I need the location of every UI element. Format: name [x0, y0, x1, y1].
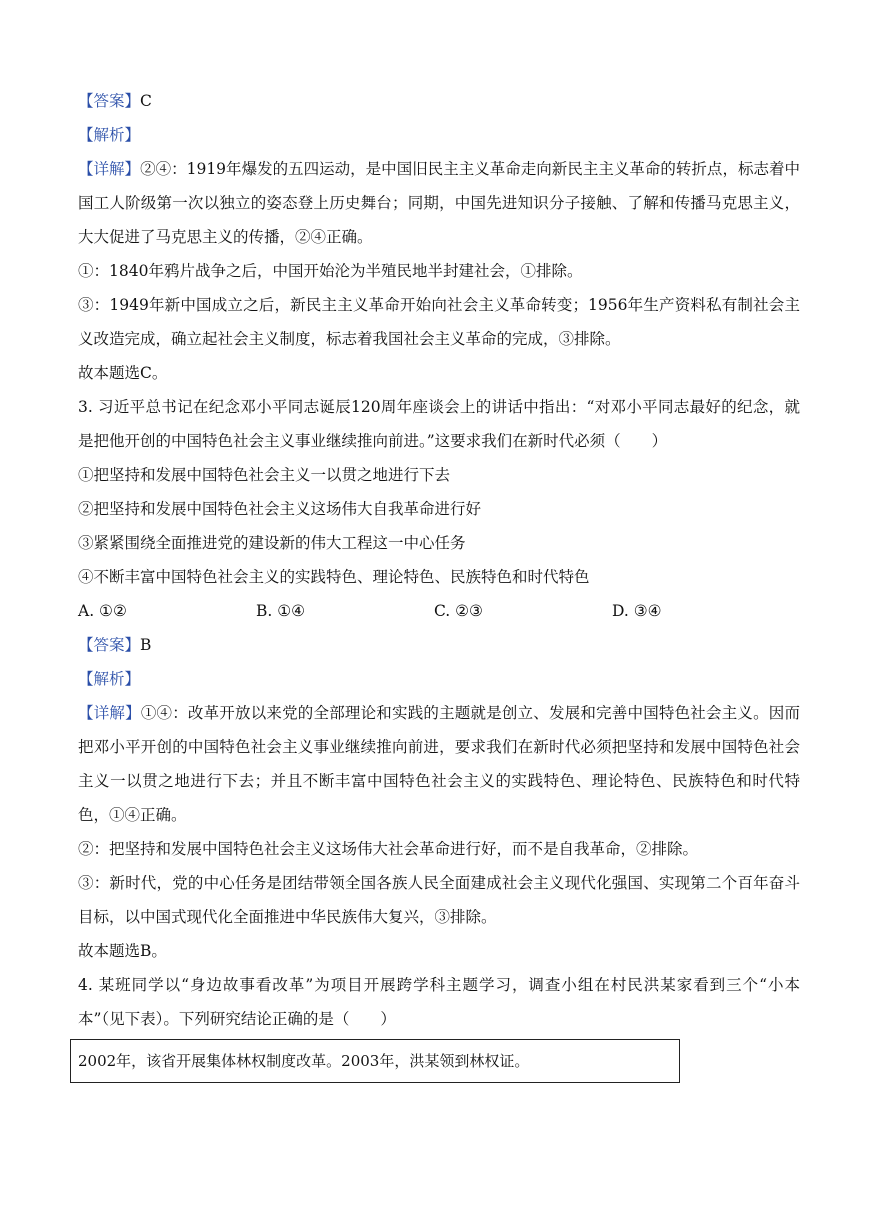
q3-detail-p2: ②：把坚持和发展中国特色社会主义这场伟大社会革命进行好，而不是自我革命，②排除。: [78, 840, 699, 858]
q3-answer: [78, 628, 800, 662]
q2-detail-p2: ①：1840年鸦片战争之后，中国开始沦为半殖民地半封建社会，①排除。: [78, 262, 583, 280]
q3-detail-p1-text: ①④：改革开放以来党的全部理论和实践的主题就是创立、发展和完善中国特色社会主义。因而把邓小平开创的中国特色社会主义事业继续推向前进，要求我们在新时代必须把坚持和发展中国特色社会主义一以贯之地进行下去；并且不断丰富中国特色社会主义的实践特色、理论特色、民族特色和时代特色，①④正确。: [78, 704, 800, 824]
q3-detail-p1: [78, 696, 800, 832]
q3-item-1: ①把坚持和发展中国特色社会主义一以贯之地进行下去: [78, 466, 451, 484]
detail-tag: 【详解】: [78, 160, 141, 178]
q2-analysis-heading: [78, 118, 800, 152]
q3-option-c: C. ②③: [434, 602, 483, 620]
analysis-tag: 【解析】: [78, 670, 141, 688]
document-page: [78, 84, 800, 1036]
q3-item-4: ④不断丰富中国特色社会主义的实践特色、理论特色、民族特色和时代特色: [78, 568, 590, 586]
q4-box-text: 2002年，该省开展集体林权制度改革。2003年，洪某领到林权证。: [78, 1052, 530, 1070]
analysis-tag: 【解析】: [78, 126, 141, 144]
q2-detail-p1-text: ②④：1919年爆发的五四运动，是中国旧民主主义革命走向新民主主义革命的转折点，标志着中国工人阶级第一次以独立的姿态登上历史舞台；同期，中国先进知识分子接触、了解和传播马克思主义，大大促进了马克思主义的传播，②④正确。: [78, 160, 800, 246]
q3-item-3: ③紧紧围绕全面推进党的建设新的伟大工程这一中心任务: [78, 534, 466, 552]
q3-detail-p3: ③：新时代，党的中心任务是团结带领全国各族人民全面建成社会主义现代化强国、实现第二个百年奋斗目标，以中国式现代化全面推进中华民族伟大复兴，③排除。: [78, 874, 800, 926]
q2-answer: [78, 84, 800, 118]
answer-tag: 【答案】: [78, 92, 141, 110]
q4-stem: 4. 某班同学以“身边故事看改革”为项目开展跨学科主题学习，调查小组在村民洪某家看到三个“小本本”（见下表）。下列研究结论正确的是（ ）: [78, 976, 800, 1028]
q3-item-2: ②把坚持和发展中国特色社会主义这场伟大自我革命进行好: [78, 500, 482, 518]
q3-option-b: B. ①④: [256, 602, 306, 620]
answer-value: B: [140, 636, 152, 654]
q2-detail-p1: [78, 152, 800, 254]
q3-analysis-heading: [78, 662, 800, 696]
q3-option-a: A. ①②: [78, 602, 127, 620]
answer-value: C: [140, 92, 152, 110]
q3-options: [78, 594, 800, 628]
q4-table-box: [70, 1039, 680, 1083]
q3-conclusion: 故本题选B。: [78, 942, 167, 960]
q3-stem: 3. 习近平总书记在纪念邓小平同志诞辰120周年座谈会上的讲话中指出：“对邓小平同志最好的纪念，就是把他开创的中国特色社会主义事业继续推向前进。”这要求我们在新时代必须（ ）: [78, 398, 800, 450]
q2-conclusion: 故本题选C。: [78, 364, 168, 382]
q2-detail-p3: ③：1949年新中国成立之后，新民主主义革命开始向社会主义革命转变；1956年生产资料私有制社会主义改造完成，确立起社会主义制度，标志着我国社会主义革命的完成，③排除。: [78, 296, 800, 348]
q3-option-d: D. ③④: [612, 602, 662, 620]
detail-tag: 【详解】: [78, 704, 141, 722]
answer-tag: 【答案】: [78, 636, 141, 654]
